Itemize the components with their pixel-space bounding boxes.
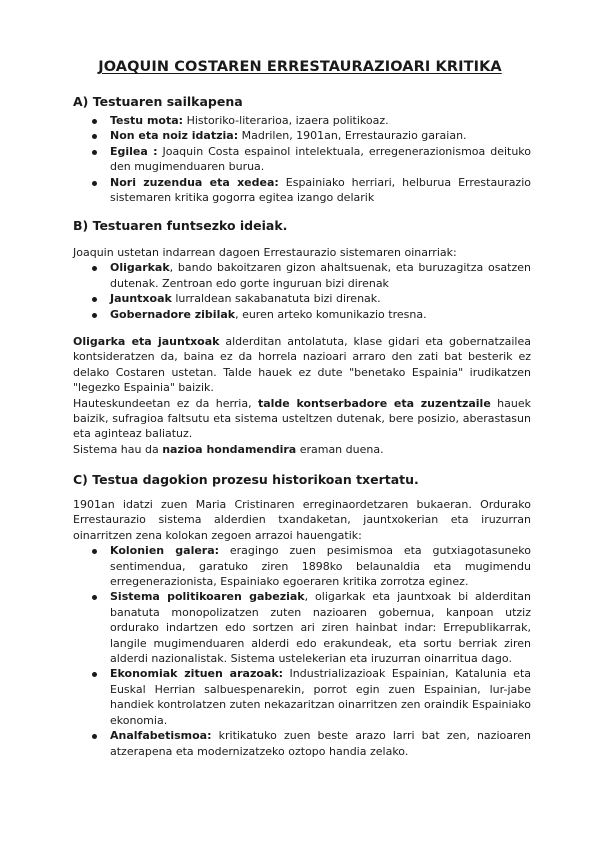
- item-label: Analfabetismoa:: [110, 729, 212, 743]
- paragraph-bold: nazioa hondamendira: [162, 442, 297, 456]
- section-b: [73, 218, 531, 457]
- section-a-list: [73, 113, 531, 205]
- item-label: Jauntxoak: [110, 292, 172, 306]
- item-label: Gobernadore zibilak: [110, 307, 236, 321]
- section-c: [73, 472, 531, 759]
- paragraph-text: Hauteskundeetan ez da herria,: [73, 396, 258, 410]
- section-c-list: [73, 543, 531, 759]
- item-text: kritikatuko zuen beste arazo larri bat zen, nazioaren atzerapena eta modernizatzeko oztopo handia zelako.: [110, 729, 531, 758]
- document-title: JOAQUIN COSTAREN ERRESTAURAZIOARI KRITIKA: [98, 59, 502, 75]
- section-b-paragraph-1: [73, 334, 531, 396]
- section-b-list: [73, 260, 531, 322]
- section-a: [73, 94, 531, 205]
- item-text: Madrilen, 1901an, Errestaurazio garaian.: [238, 129, 467, 143]
- list-item: [110, 113, 531, 128]
- item-label: Nori zuzendua eta xedea:: [110, 175, 279, 189]
- item-text: , oligarkak eta jauntxoak bi alderditan banatuta monopolizatzen zuten nazioaren gobernua, kanpoan utziz ordurako indartzen edo sortzen ari ziren hainbat indar: Errepublikarrak, langile mugimenduaren alderdi edo erakundeak, eta sortu berriak ziren alderdi nazionalistak. Sistema ustelekerian eta iruzurran oinarritua dago.: [110, 590, 531, 666]
- item-text: , bando bakoitzaren gizon ahaltsuenak, eta buruzagitza osatzen dutenak. Zentroan edo gorte inguruan bizi direnak: [110, 261, 531, 290]
- list-item: [110, 589, 531, 666]
- item-label: Oligarkak: [110, 261, 170, 275]
- list-item: [110, 666, 531, 728]
- section-b-intro: Joaquin ustetan indarrean dagoen Errestaurazio sistemaren oinarriak:: [73, 246, 457, 259]
- list-item: [110, 307, 531, 322]
- item-label: Ekonomiak zituen arazoak:: [110, 667, 284, 681]
- item-label: Kolonien galera:: [110, 544, 220, 558]
- item-text: lurraldean sakabanatuta bizi direnak.: [171, 292, 381, 306]
- paragraph-text: alderditan antolatuta, klase gidari eta gobernatzailea kontsideratzen da, baina ez da horrela nazioari arraro den zati bat besterik ez delako Costaren ustetan. Talde hauek ez dute "benetako Espainia" irudikatzen "legezko Espainia" baizik.: [73, 335, 531, 395]
- item-text: Industrializazioak Espainian, Katalunia eta Euskal Herrian salbuespenarekin, porrot egin zuen Espainian, lur-jabe handiek kontrolatzen zuten nekazaritzan oinarritzen zen oraindik Espainiako ekonomia.: [110, 667, 532, 727]
- paragraph-text: hauek baizik, sufragioa faltsutu eta sistema usteltzen dutenak, bere posizio, aberastasun eta aginteaz baliatuz.: [73, 396, 531, 441]
- section-a-heading: A) Testuaren sailkapena: [73, 94, 243, 109]
- item-text: Espainiako herriari, helburua Errestaurazio sistemaren kritika gogorra egitea izango delarik: [110, 175, 531, 205]
- paragraph-bold: Oligarka eta jauntxoak: [73, 335, 220, 349]
- list-item: [110, 144, 531, 175]
- paragraph-text: eraman duena.: [296, 442, 384, 456]
- section-b-paragraph-2: [73, 396, 531, 442]
- section-b-heading: B) Testuaren funtsezko ideiak.: [73, 218, 288, 233]
- list-item: [110, 291, 531, 306]
- paragraph-bold: talde kontserbadore eta zuzentzaile: [257, 396, 491, 410]
- list-item: [110, 260, 531, 291]
- item-text: Joaquin Costa espainol intelektuala, erregenerazionismoa deituko den mugimenduaren burua.: [110, 144, 532, 174]
- section-c-heading: C) Testua dagokion prozesu historikoan txertatu.: [73, 472, 419, 487]
- list-item: [110, 175, 531, 206]
- section-c-intro: 1901an idatzi zuen Maria Cristinaren erreginaordetzaren bukaeran. Ordurako Errestaurazio sistema alderdien txandaketan, jauntxokerian eta iruzurran oinarritzen zena kolokan zegoen arrazoi hauengatik:: [73, 498, 531, 542]
- list-item: [110, 543, 531, 589]
- item-text: eragingo zuen pesimismoa eta gutxiagotasuneko sentimendua, garatuko ziren 1898ko belaunaldia eta mugimendu erregenerazionista, Espainiako egoeraren kritika zorrotza eginez.: [110, 544, 531, 589]
- paragraph-text: Sistema hau da: [73, 442, 163, 456]
- item-label: Sistema politikoaren gabeziak: [110, 590, 305, 604]
- item-text: Historiko-literarioa, izaera politikoaz.: [183, 114, 389, 127]
- item-label: Egilea :: [110, 144, 158, 158]
- list-item: [110, 128, 531, 143]
- list-item: [110, 728, 531, 759]
- section-b-paragraph-3: [73, 442, 531, 457]
- item-text: , euren arteko komunikazio tresna.: [235, 307, 427, 321]
- item-label: Non eta noiz idatzia:: [110, 129, 239, 143]
- item-label: Testu mota:: [110, 114, 184, 127]
